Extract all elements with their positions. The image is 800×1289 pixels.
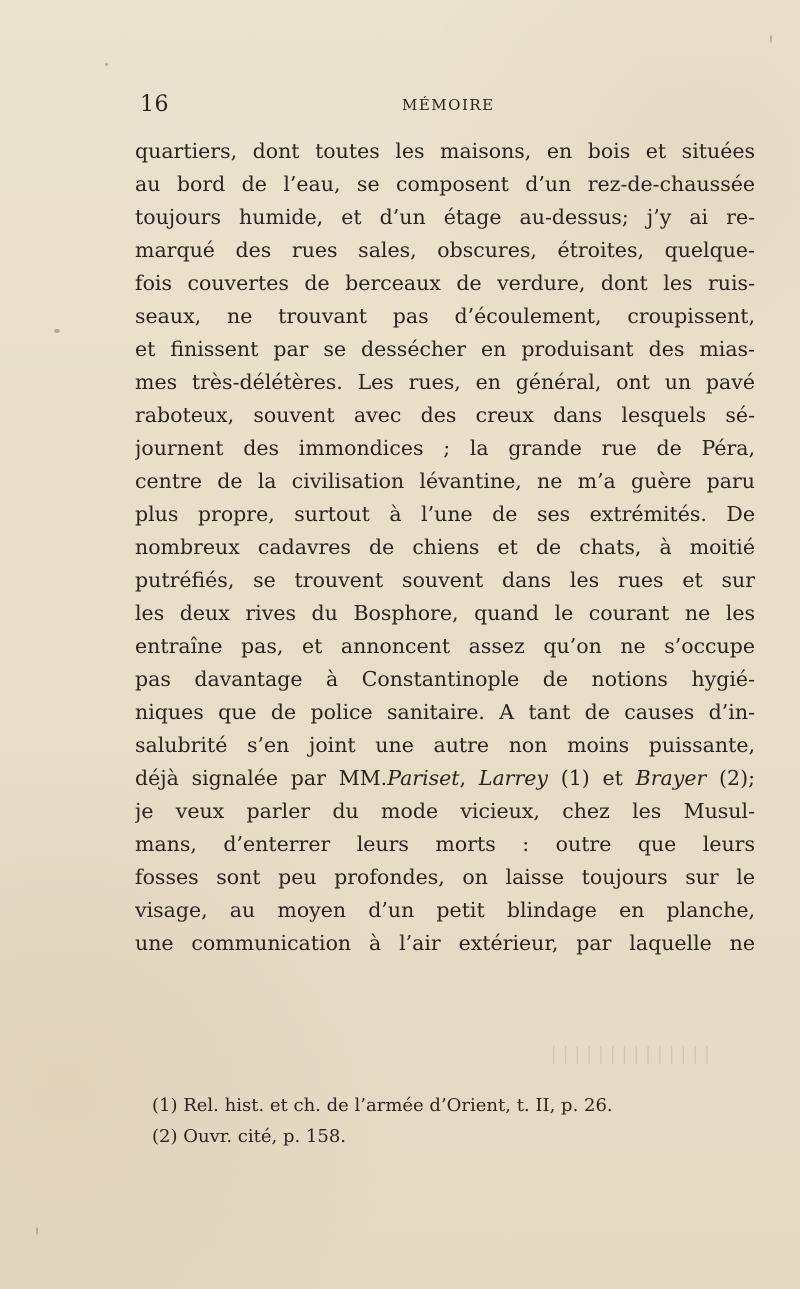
paper-speck (36, 1227, 38, 1235)
text-line: au bord de l’eau, se composent d’un rez-de-chaussée (135, 172, 755, 196)
name-separator: , (459, 766, 479, 790)
line-prefix: déjà signalée par MM. (135, 766, 388, 790)
text-line: centre de la civilisation lévantine, ne m’a guère paru (135, 469, 755, 493)
author-name: Larrey (478, 766, 548, 790)
paper-speck (770, 35, 772, 43)
text-line: plus propre, surtout à l’une de ses extrémités. De (135, 502, 755, 526)
page-header (140, 91, 755, 119)
text-line: je veux parler du mode vicieux, chez les Musul- (135, 799, 755, 823)
footnote-reference: (2); (706, 766, 755, 790)
text-line: visage, au moyen d’un petit blindage en planche, (135, 898, 755, 922)
body-text (135, 135, 755, 960)
text-line: entraîne pas, et annoncent assez qu’on ne s’occupe (135, 634, 755, 658)
text-line: les deux rives du Bosphore, quand le courant ne les (135, 601, 755, 625)
text-line: salubrité s’en joint une autre non moins puissante, (135, 733, 755, 757)
text-line: pas davantage à Constantinople de notions hygié- (135, 667, 755, 691)
text-line: putréfiés, se trouvent souvent dans les rues et sur (135, 568, 755, 592)
paper-speck (105, 63, 108, 66)
footnote: (2) Ouvr. cité, p. 158. (152, 1126, 347, 1147)
text-line: marqué des rues sales, obscures, étroites, quelque- (135, 238, 755, 262)
text-line: une communication à l’air extérieur, par laquelle ne (135, 931, 755, 955)
author-name: Pariset (387, 766, 460, 790)
show-through-text: | | | | | | | | | | | | | | (550, 1044, 710, 1065)
text-line: et finissent par se dessécher en produisant des mias- (135, 337, 755, 361)
text-line: toujours humide, et d’un étage au-dessus; j’y ai re- (135, 205, 755, 229)
text-line: mes très-délétères. Les rues, en général, ont un pavé (135, 370, 755, 394)
page-number: 16 (140, 92, 169, 117)
footnote-reference: (1) et (547, 766, 636, 790)
text-line: seaux, ne trouvant pas d’écoulement, croupissent, (135, 304, 755, 328)
text-line-with-citations (135, 762, 755, 795)
running-head: MÉMOIRE (402, 96, 495, 114)
author-name: Brayer (635, 766, 707, 790)
text-line: niques que de police sanitaire. A tant de causes d’in- (135, 700, 755, 724)
text-line: fois couvertes de berceaux de verdure, dont les ruis- (135, 271, 755, 295)
text-line: journent des immondices ; la grande rue de Péra, (135, 436, 755, 460)
text-line: nombreux cadavres de chiens et de chats, à moitié (135, 535, 755, 559)
paper-speck (54, 329, 60, 333)
footnotes (152, 1090, 752, 1152)
text-line: mans, d’enterrer leurs morts : outre que leurs (135, 832, 755, 856)
footnote: (1) Rel. hist. et ch. de l’armée d’Orient, t. II, p. 26. (152, 1095, 613, 1116)
text-line: raboteux, souvent avec des creux dans lesquels sé- (135, 403, 755, 427)
text-line: fosses sont peu profondes, on laisse toujours sur le (135, 865, 755, 889)
text-line: quartiers, dont toutes les maisons, en bois et situées (135, 139, 755, 163)
